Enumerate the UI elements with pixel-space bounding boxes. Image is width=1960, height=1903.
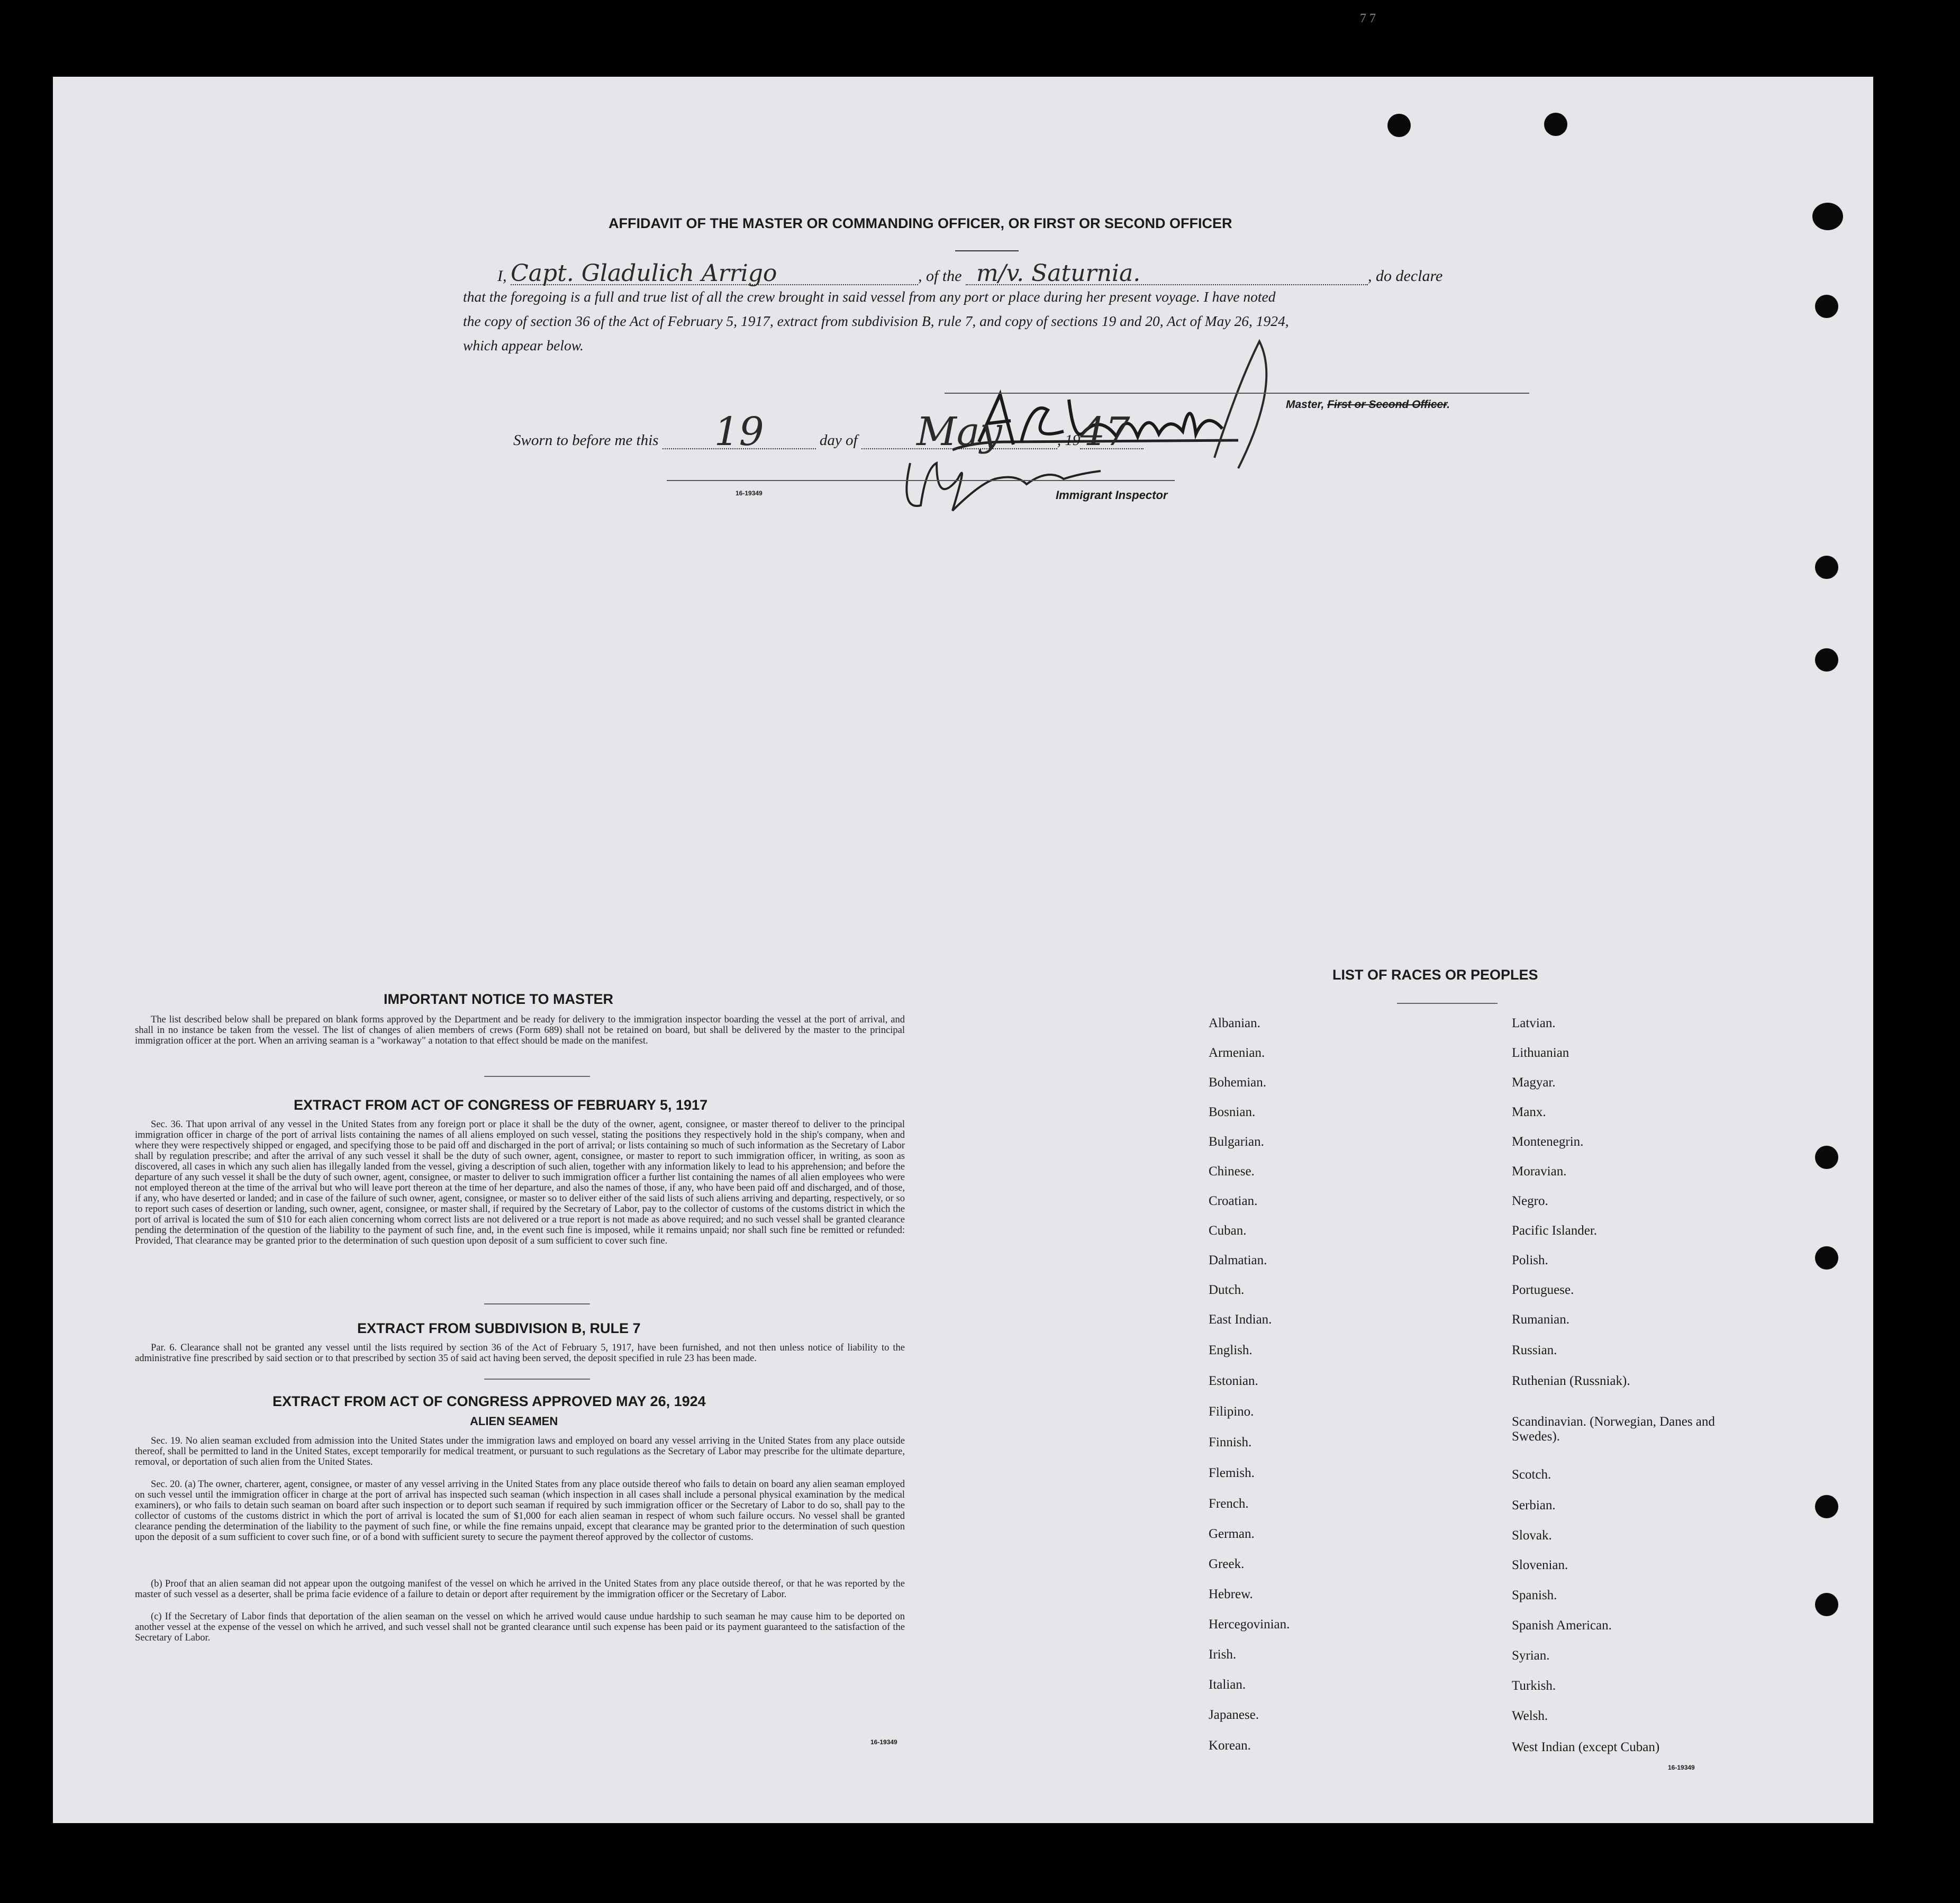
race-right: Scotch. [1512,1467,1551,1482]
inspector-label: Immigrant Inspector [1056,488,1168,502]
affidavit-line-1: that the foregoing is a full and true list of all the crew brought in said vessel from any port or place during her present voyage. I have noted [463,288,1276,305]
race-left: Italian. [1209,1678,1246,1692]
extract-1924-form-number: 16-19349 [870,1738,897,1746]
sworn-month: May [861,415,1057,449]
race-right: Moravian. [1512,1164,1567,1179]
sworn-line [513,409,1307,455]
race-right: Slovak. [1512,1528,1552,1543]
race-right: Manx. [1512,1105,1546,1119]
race-right: West Indian (except Cuban) [1512,1740,1660,1754]
punch-hole [1815,556,1838,579]
of-the-label: , of the [918,267,962,285]
title-underline [955,250,1019,251]
race-right: Ruthenian (Russniak). [1512,1374,1630,1388]
race-left: German. [1209,1527,1255,1541]
race-right: Rumanian. [1512,1312,1570,1327]
punch-hole [1815,1593,1838,1616]
race-left: English. [1209,1343,1253,1357]
sworn-label: Sworn to before me this [513,432,659,449]
punch-hole [1815,1246,1838,1270]
race-left: Flemish. [1209,1466,1255,1480]
race-right: Polish. [1512,1253,1548,1267]
document-page [53,77,1873,1823]
race-left: Bulgarian. [1209,1135,1264,1149]
punch-hole [1812,203,1843,230]
race-left: Bosnian. [1209,1105,1256,1119]
sworn-year: 47 [1080,415,1144,449]
sec19-body: Sec. 19. No alien seaman excluded from admission into the United States under the immigration laws and employed on board any vessel arriving in the United States from any place outside thereof, shall be permitted to land in the United States, except temporarily for medical treatment, or pursuant to such regulations as the Secretary of Labor may prescribe for the ultimate departure, removal, or deportation of such alien from the United States. [135,1436,905,1467]
affidavit-line-0 [497,260,1545,287]
race-right: Welsh. [1512,1709,1548,1723]
punch-hole [1387,114,1411,137]
race-left: French. [1209,1497,1249,1511]
punch-hole [1544,113,1567,136]
race-right: Spanish American. [1512,1618,1612,1633]
affidavit-line-3: which appear below. [463,337,584,354]
notice-title: IMPORTANT NOTICE TO MASTER [384,991,613,1007]
punch-hole [1815,1495,1838,1518]
master-name: Capt. Gladulich Arrigo [511,263,918,285]
races-form-number: 16-19349 [1668,1764,1695,1771]
race-right: Slovenian. [1512,1558,1568,1572]
race-left: Korean. [1209,1738,1251,1753]
do-declare-label: , do declare [1368,267,1443,285]
race-left: Japanese. [1209,1708,1259,1722]
race-right: Latvian. [1512,1016,1556,1030]
notice-divider [484,1076,590,1077]
extract-1924-title: EXTRACT FROM ACT OF CONGRESS APPROVED MAY 26, 1924 [273,1393,706,1409]
rule7-title: EXTRACT FROM SUBDIVISION B, RULE 7 [357,1320,641,1336]
race-left: Bohemian. [1209,1075,1267,1090]
sec20c-body: (c) If the Secretary of Labor finds that deportation of the alien seaman on the vessel on which he arrived would cause undue hardship to such seaman he may cause him to be deported on another vessel at the expense of the vessel on which he arrived, and such vessel shall not be granted clearance until such expense has been paid or its payment guaranteed to the satisfaction of the Secretary of Labor. [135,1611,905,1643]
master-label: Master, [1286,398,1324,411]
master-label-line [1286,398,1450,411]
notice-body: The list described below shall be prepared on blank forms approved by the Department and be ready for delivery to the immigration inspector boarding the vessel at the port of arrival, and shall in no instance be taken from the vessel. The list of changes of alien members of crews (Form 689) shall not be retained on board, but shall be delivered by the master to the principal immigration officer at the port. When an arriving seaman is a "workaway" a notation to that effect should be made on the manifest. [135,1014,905,1046]
rule7-divider [484,1379,590,1380]
inspector-signature-line [667,480,1175,481]
sworn-day: 19 [663,415,816,449]
extract-1917-title: EXTRACT FROM ACT OF CONGRESS OF FEBRUARY 5, 1917 [294,1097,708,1113]
race-left: Croatian. [1209,1194,1258,1208]
top-marks: 7 7 [1360,12,1376,25]
master-struck-label: First or Second Officer [1327,398,1447,411]
punch-hole [1815,648,1838,672]
extract-1917-divider [484,1303,590,1304]
master-signature-line [945,393,1529,394]
race-left: Estonian. [1209,1374,1258,1388]
race-left: Dutch. [1209,1283,1245,1297]
race-right: Serbian. [1512,1498,1556,1512]
races-divider [1397,1003,1498,1004]
race-right: Russian. [1512,1343,1557,1357]
race-right: Syrian. [1512,1648,1550,1663]
race-right: Spanish. [1512,1588,1557,1602]
affidavit-form-number: 16-19349 [736,490,763,497]
race-left: Hebrew. [1209,1587,1253,1601]
sec20b-body: (b) Proof that an alien seaman did not appear upon the outgoing manifest of the vessel on which he arrived in the United States from any place outside thereof, or that he was reported by the master of such vessel as a deserter, shall be prima facie evidence of a failure to detain or deport after requirement by the immigration officer or the Secretary of Labor. [135,1579,905,1600]
master-end: . [1447,398,1450,411]
race-right: Montenegrin. [1512,1135,1584,1149]
race-right: Scandinavian. (Norwegian, Danes and Swedes). [1512,1415,1715,1444]
race-left: Greek. [1209,1557,1245,1571]
race-right: Portuguese. [1512,1283,1574,1297]
extract-1917-body: Sec. 36. That upon arrival of any vessel in the United States from any foreign port or place it shall be the duty of the owner, agent, consignee, or master thereof to deliver to the principal immigration officer in charge of the port of arrival lists containing the names of all aliens employed on such vessel, stating the positions they respectively hold in the ship's company, when and where they were respectively shipped or engaged, and specifying those to be paid off and discharged in the port of arrival; or lists containing so much of such information as the Secretary of Labor shall by regulation prescribe; and after the arrival of any such vessel it shall be the duty of such owner, agent, consignee, or master to report to such immigration officer, in writing, as soon as discovered, all cases in which any such alien has illegally landed from the vessel, giving a description of such alien, together with any information likely to lead to his apprehension; and before the departure of any such vessel it shall be the duty of such owner, agent, consignee, or master to deliver to such immigration officer a further list containing the names of all alien employees who were not employed thereon at the time of the arrival but who will leave port thereon at the time of her departure, and also the names of those, if any, who have been paid off and discharged, and of those, if any, who have deserted or landed; and in case of the failure of such owner, agent, consignee, or master so to deliver either of the said lists of such aliens arriving and departing, respectively, or so to report such cases of desertion or landing, such owner, agent, consignee, or master shall, if required by the Secretary of Labor, pay to the collector of customs of the customs district in which the port of arrival is located the sum of $10 for each alien concerning whom correct lists are not delivered or a true report is not made as above required; and no such vessel shall be granted clearance pending the determination of the question of the liability to the payment of such fine, and, in the event such fine is imposed, while it remains unpaid; nor shall such fine be remitted or refunded: Provided, That clearance may be granted prior to the determination of such question upon deposit of a sum sufficient to cover such fine. [135,1119,905,1246]
i-label: I, [497,267,507,285]
race-left: Finnish. [1209,1435,1252,1449]
affidavit-line-2: the copy of section 36 of the Act of February 5, 1917, extract from subdivision B, rule 7, and copy of sections 19 and 20, Act of May 26, 1924, [463,313,1289,329]
race-right: Magyar. [1512,1075,1556,1090]
race-left: Filipino. [1209,1404,1254,1419]
punch-hole [1815,295,1838,318]
extract-1924-subtitle: ALIEN SEAMEN [470,1415,558,1428]
vessel-name: m/v. Saturnia. [966,263,1368,285]
race-left: Armenian. [1209,1046,1265,1060]
affidavit-title: AFFIDAVIT OF THE MASTER OR COMMANDING OFFICER, OR FIRST OR SECOND OFFICER [609,215,1232,231]
race-left: Dalmatian. [1209,1253,1267,1267]
punch-hole [1815,1146,1838,1169]
inspector-signature [889,447,1111,516]
sec20a-body: Sec. 20. (a) The owner, charterer, agent, consignee, or master of any vessel arriving in the United States from any place outside thereof who fails to detain on board any alien seaman employed on such vessel until the immigration officer in charge at the port of arrival has inspected such seaman (which inspection in all cases shall include a personal physical examination by the medical examiners), or who fails to detain such seaman on board after such inspection or to deport such seaman if required by such immigration officer or the Secretary of Labor to do so, shall pay to the collector of customs of the customs district in which the port of arrival is located the sum of $1,000 for each alien seaman in respect of whom such failure occurs. No vessel shall be granted clearance pending the determination of the liability to the payment of such fine, or while the fine remains unpaid, except that clearance may be granted prior to the determination of such question upon the deposit of a sum sufficient to cover such fine, or of a bond with sufficient surety to secure the payment thereof approved by the collector of customs. [135,1479,905,1543]
race-left: Albanian. [1209,1016,1260,1030]
race-right: Negro. [1512,1194,1548,1208]
year-prefix: , 19 [1057,432,1081,449]
race-right: Pacific Islander. [1512,1224,1598,1238]
race-right: Lithuanian [1512,1046,1569,1060]
race-left: Irish. [1209,1647,1237,1662]
race-left: Hercegovinian. [1209,1617,1290,1632]
race-left: East Indian. [1209,1312,1272,1327]
race-right: Turkish. [1512,1679,1556,1693]
rule7-body: Par. 6. Clearance shall not be granted any vessel until the lists required by section 36 of the Act of February 5, 1917, have been furnished, and not then unless notice of liability to the administrative fine prescribed by said section or to that prescribed by section 35 of said act having been served, the deposit specified in rule 23 has been made. [135,1343,905,1364]
day-of-label: day of [819,432,858,449]
races-title: LIST OF RACES OR PEOPLES [1332,967,1538,983]
race-left: Cuban. [1209,1224,1247,1238]
race-left: Chinese. [1209,1164,1255,1179]
